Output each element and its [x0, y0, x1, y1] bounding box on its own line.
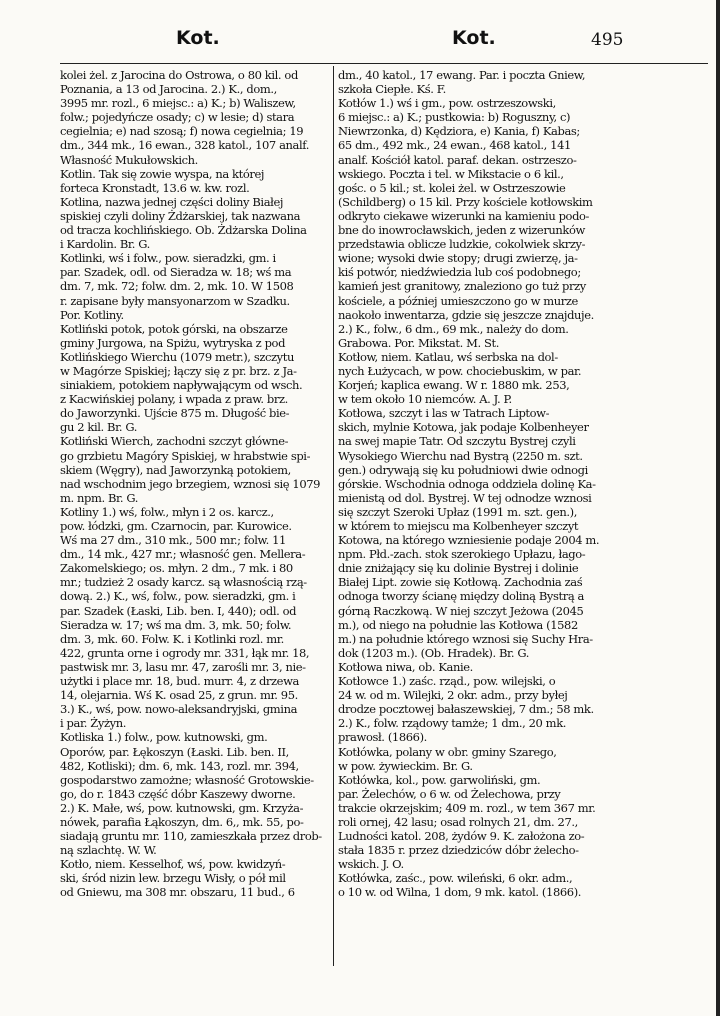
- text-line: par. Szadek (Łaski, Lib. ben. I, 440); odl. od: [60, 603, 297, 618]
- text-line: trakcie okrzejskim; 409 m. rozl., w tem 367 mr.: [338, 800, 596, 815]
- text-line: nych Łużycach, w pow. chociebuskim, w par.: [338, 363, 582, 378]
- text-line: roli ornej, 42 lasu; osad rolnych 21, dm. 27.,: [338, 814, 578, 829]
- text-line: 24 w. od m. Wilejki, 2 okr. adm., przy byłej: [338, 688, 568, 703]
- text-line: mienistą od dol. Bystrej. W tej odnodze wznosi: [338, 490, 592, 505]
- text-line: Niewrzonka, d) Kędziora, e) Kania, f) Kabas;: [338, 124, 580, 139]
- text-line: drodze pocztowej bałaszewskiej, 7 dm.; 58 mk.: [338, 702, 594, 717]
- text-line: dm., 40 katol., 17 ewang. Par. i poczta Gniew,: [338, 68, 586, 82]
- text-line: analf. Kościół katol. paraf. dekan. ostrzeszo-: [338, 152, 577, 167]
- text-line: kiś potwór, niedźwiedzia lub coś podobnego;: [338, 265, 581, 280]
- text-line: 482, Kotliski); dm. 6, mk. 143, rozl. mr. 394,: [60, 758, 299, 773]
- text-line: r. zapisane były mansyonarzom w Szadku.: [60, 293, 290, 308]
- text-line: dm., 344 mk., 16 ewan., 328 katol., 107 analf.: [60, 138, 309, 153]
- text-line: użytki i place mr. 18, bud. murr. 4, z drzewa: [60, 674, 299, 689]
- text-line: 3.) K., wś, pow. nowo-aleksandryjski, gmina: [60, 702, 298, 717]
- text-line: gen.) odrywają się ku południowi dwie odnogi: [338, 462, 588, 477]
- text-line: Kotłowa, szczyt i las w Tatrach Liptow-: [338, 406, 550, 421]
- text-line: gminy Jurgowa, na Spiżu, wytryska z pod: [60, 335, 286, 350]
- text-line: kamień jest granitowy, znaleziono go tuż przy: [338, 279, 586, 294]
- header-rule: [60, 63, 708, 64]
- text-line: górskie. Wschodnia odnoga oddziela dolinę Ka-: [338, 476, 596, 491]
- text-line: pastwisk mr. 3, lasu mr. 47, zarośli mr. 3, nie-: [60, 659, 306, 674]
- text-line: mr.; tudzież 2 osady karcz. są własnością rzą-: [60, 575, 307, 590]
- text-line: 2.) K., folw. rządowy tamże; 1 dm., 20 mk.: [338, 716, 567, 731]
- text-line: Kotliński Wierch, zachodni szczyt główne-: [60, 434, 289, 449]
- text-line: dm., 14 mk., 427 mr.; własność gen. Mellera-: [60, 547, 306, 562]
- text-line: wskiego. Poczta i tel. w Mikstacie o 6 kil.,: [338, 166, 564, 181]
- text-line: m.), od niego na południe las Kotłowa (1582: [338, 617, 578, 632]
- text-line: górną Raczkową. W niej szczyt Jeżowa (2045: [338, 603, 584, 618]
- text-line: spiskiej czyli doliny Żdżarskiej, tak nazwana: [60, 208, 301, 223]
- text-line: ną szlachtę. W. W.: [60, 843, 157, 858]
- text-line: 3995 mr. rozl., 6 miejsc.: a) K.; b) Waliszew,: [60, 96, 296, 111]
- text-line: od Gniewu, ma 308 mr. obszaru, 11 bud., 6: [60, 885, 295, 900]
- text-line: szkoła Ciepłe. Kś. F.: [338, 82, 446, 97]
- text-line: z Kacwińskiej polany, i wpada z praw. brz.: [60, 392, 288, 407]
- text-line: Ludności katol. 208, żydów 9. K. założona zo-: [338, 829, 585, 844]
- text-line: i par. Żyżyn.: [60, 716, 127, 731]
- text-line: odkryto ciekawe wizerunki na kamieniu podo-: [338, 208, 590, 223]
- text-line: w pow. żywieckim. Br. G.: [338, 758, 473, 773]
- text-line: do Jaworzynki. Ujście 875 m. Długość bie-: [60, 406, 290, 421]
- text-line: odnoga tworzy ścianę między doliną Bystrą a: [338, 589, 584, 604]
- text-line: od tracza kochlińskiego. Ob. Żdżarska Dolina: [60, 223, 307, 238]
- text-line: gospodarstwo zamożne; własność Grotowskie-: [60, 772, 314, 787]
- text-line: Zakomelskiego; os. młyn. 2 dm., 7 mk. i 80: [60, 561, 293, 576]
- text-line: 6 miejsc.: a) K.; pustkowia: b) Roguszny, c): [338, 110, 571, 125]
- text-line: Kotliny 1.) wś, folw., młyn i 2 os. karcz.,: [60, 504, 274, 519]
- text-line: dm. 7, mk. 72; folw. dm. 2, mk. 10. W 1508: [60, 279, 294, 294]
- text-line: Białej Lipt. zowie się Kotłową. Zachodnia zaś: [338, 575, 583, 590]
- text-line: w tem około 10 niemców. A. J. P.: [338, 392, 512, 407]
- text-line: Kotliński potok, potok górski, na obszarze: [60, 321, 288, 336]
- text-line: m.) na południe którego wznosi się Suchy Hra-: [338, 631, 593, 646]
- text-line: Kotlina, nazwa jednej części doliny Białej: [60, 194, 284, 209]
- text-line: i Kardolin. Br. G.: [60, 237, 150, 252]
- running-header-right: Kot.: [452, 27, 496, 49]
- text-line: nad wschodnim jego brzegiem, wznosi się 1079: [60, 476, 321, 491]
- text-line: par. Żelechów, o 6 w. od Żelechowa, przy: [338, 786, 561, 801]
- text-line: gu 2 kil. Br. G.: [60, 420, 138, 435]
- text-line: pow. łódzki, gm. Czarnocin, par. Kurowice.: [60, 519, 292, 533]
- text-line: bne do inowrocławskich, jeden z wizerunków: [338, 223, 585, 238]
- text-line: Korjeń; kaplica ewang. W r. 1880 mk. 253,: [338, 378, 570, 393]
- text-line: Kotłów 1.) wś i gm., pow. ostrzeszowski,: [338, 96, 556, 111]
- text-line: Grabowa. Por. Mikstat. M. St.: [338, 335, 499, 350]
- text-line: Kotłowce 1.) zaśc. rząd., pow. wilejski, o: [338, 674, 556, 689]
- text-line: Kotło, niem. Kesselhof, wś, pow. kwidzyń-: [60, 857, 286, 872]
- page-edge: [716, 0, 720, 1016]
- text-line: w Magórze Spiskiej; łączy się z pr. brz. z Ja-: [60, 363, 297, 378]
- text-line: npm. Płd.-zach. stok szerokiego Upłazu, łago-: [338, 547, 586, 562]
- text-line: Kotowa, na którego wzniesienie podaje 2004 m.: [338, 533, 600, 548]
- column-divider: [333, 66, 334, 966]
- text-line: 2.) K., folw., 6 dm., 69 mk., należy do dom.: [338, 321, 569, 336]
- text-line: dnie zniżający się ku dolinie Bystrej i dolinie: [338, 561, 579, 576]
- text-line: go grzbietu Magóry Spiskiej, w hrabstwie spi-: [60, 448, 311, 463]
- page-number: 495: [591, 30, 624, 50]
- text-line: dok (1203 m.). (Ob. Hradek). Br. G.: [338, 645, 530, 660]
- text-line: 14, olejarnia. Wś K. osad 25, z grun. mr. 95.: [60, 688, 298, 703]
- text-line: o 10 w. od Wilna, 1 dom, 9 mk. katol. (1866).: [338, 885, 582, 900]
- text-line: skiem (Węgry), nad Jaworzynką potokiem,: [60, 462, 291, 477]
- text-line: Wysokiego Wierchu nad Bystrą (2250 m. szt.: [338, 448, 583, 463]
- text-line: Kotłówka, zaśc., pow. wileński, 6 okr. adm.,: [338, 871, 573, 886]
- text-line: siniakiem, potokiem napływającym od wsch.: [60, 378, 303, 393]
- text-line: skich, mylnie Kotowa, jak podaje Kolbenheyer: [338, 420, 589, 435]
- text-line: Kotłówka, polany w obr. gminy Szarego,: [338, 744, 557, 759]
- text-line: cegielnia; e) nad szosą; f) nowa cegielnia; 19: [60, 124, 304, 139]
- text-line: kościele, a później umieszczono go w murze: [338, 293, 578, 308]
- text-line: się szczyt Szeroki Upłaz (1991 m. szt. gen.),: [338, 504, 577, 519]
- text-line: stała 1835 r. przez dziedziców dóbr żelecho-: [338, 843, 579, 858]
- text-line: Kotlinki, wś i folw., pow. sieradzki, gm. i: [60, 251, 276, 266]
- left-column: [60, 68, 328, 900]
- text-line: prawosł. (1866).: [338, 730, 427, 745]
- text-line: wskich. J. O.: [338, 857, 404, 872]
- text-line: Kotliska 1.) folw., pow. kutnowski, gm.: [60, 730, 268, 745]
- text-line: Poznania, a 13 od Jarocina. 2.) K., dom.,: [60, 82, 277, 97]
- right-column: [338, 68, 606, 900]
- text-line: Kotłow, niem. Katlau, wś serbska na dol-: [338, 349, 558, 364]
- text-line: Wś ma 27 dm., 310 mk., 500 mr.; folw. 11: [60, 533, 286, 548]
- text-line: Por. Kotliny.: [60, 307, 124, 322]
- text-line: wione; wysoki dwie stopy; drugi zwierzę, ja-: [338, 251, 578, 266]
- text-line: folw.; pojedyńcze osady; c) w lesie; d) stara: [60, 110, 295, 125]
- text-line: forteca Kronstadt, 13.6 w. kw. rozl.: [60, 180, 250, 195]
- text-line: dm. 3, mk. 60. Folw. K. i Kotlinki rozl. mr.: [60, 631, 284, 646]
- text-line: nówek, parafia Łąkoszyn, dm. 6,, mk. 55, po-: [60, 814, 304, 829]
- text-line: Kotlińskiego Wierchu (1079 metr.), szczytu: [60, 349, 295, 364]
- text-line: go, do r. 1843 część dóbr Kaszewy dworne.: [60, 786, 296, 801]
- text-line: Kotlin. Tak się zowie wyspa, na której: [60, 166, 265, 181]
- text-line: ski, śród nizin lew. brzegu Wisły, o pół mil: [60, 871, 286, 886]
- text-line: dową. 2.) K., wś, folw., pow. sieradzki, gm. i: [60, 589, 296, 604]
- text-line: kolei żel. z Jarocina do Ostrowa, o 80 kil. od: [60, 68, 298, 82]
- text-line: przedstawia oblicze ludzkie, cokolwiek skrzy-: [338, 237, 586, 252]
- text-line: Kotłówka, kol., pow. garwoliński, gm.: [338, 772, 541, 787]
- text-line: 422, grunta orne i ogrody mr. 331, łąk mr. 18,: [60, 645, 310, 660]
- text-line: Kotłowa niwa, ob. Kanie.: [338, 659, 473, 674]
- text-line: par. Szadek, odl. od Sieradza w. 18; wś ma: [60, 265, 292, 280]
- text-line: (Schildberg) o 15 kil. Przy kościele kotłowskim: [338, 194, 593, 209]
- text-line: Sieradza w. 17; wś ma dm. 3, mk. 50; folw.: [60, 617, 292, 632]
- text-line: Własność Mukułowskich.: [60, 152, 198, 167]
- text-line: 2.) K. Małe, wś, pow. kutnowski, gm. Krzyża-: [60, 800, 304, 815]
- running-header-left: Kot.: [176, 27, 220, 49]
- text-line: naokoło inwentarza, gdzie się jeszcze znajduje.: [338, 307, 594, 322]
- text-line: gośc. o 5 kil.; st. kolei żel. w Ostrzeszowie: [338, 180, 566, 195]
- text-line: w którem to miejscu ma Kolbenheyer szczyt: [338, 519, 579, 533]
- text-line: Oporów, par. Łękoszyn (Łaski. Lib. ben. II,: [60, 744, 289, 759]
- text-line: siadają gruntu mr. 110, zamieszkała przez drob-: [60, 829, 322, 844]
- text-line: 65 dm., 492 mk., 24 ewan., 468 katol., 141: [338, 138, 571, 153]
- text-line: m. npm. Br. G.: [60, 490, 139, 505]
- text-line: na swej mapie Tatr. Od szczytu Bystrej czyli: [338, 434, 576, 449]
